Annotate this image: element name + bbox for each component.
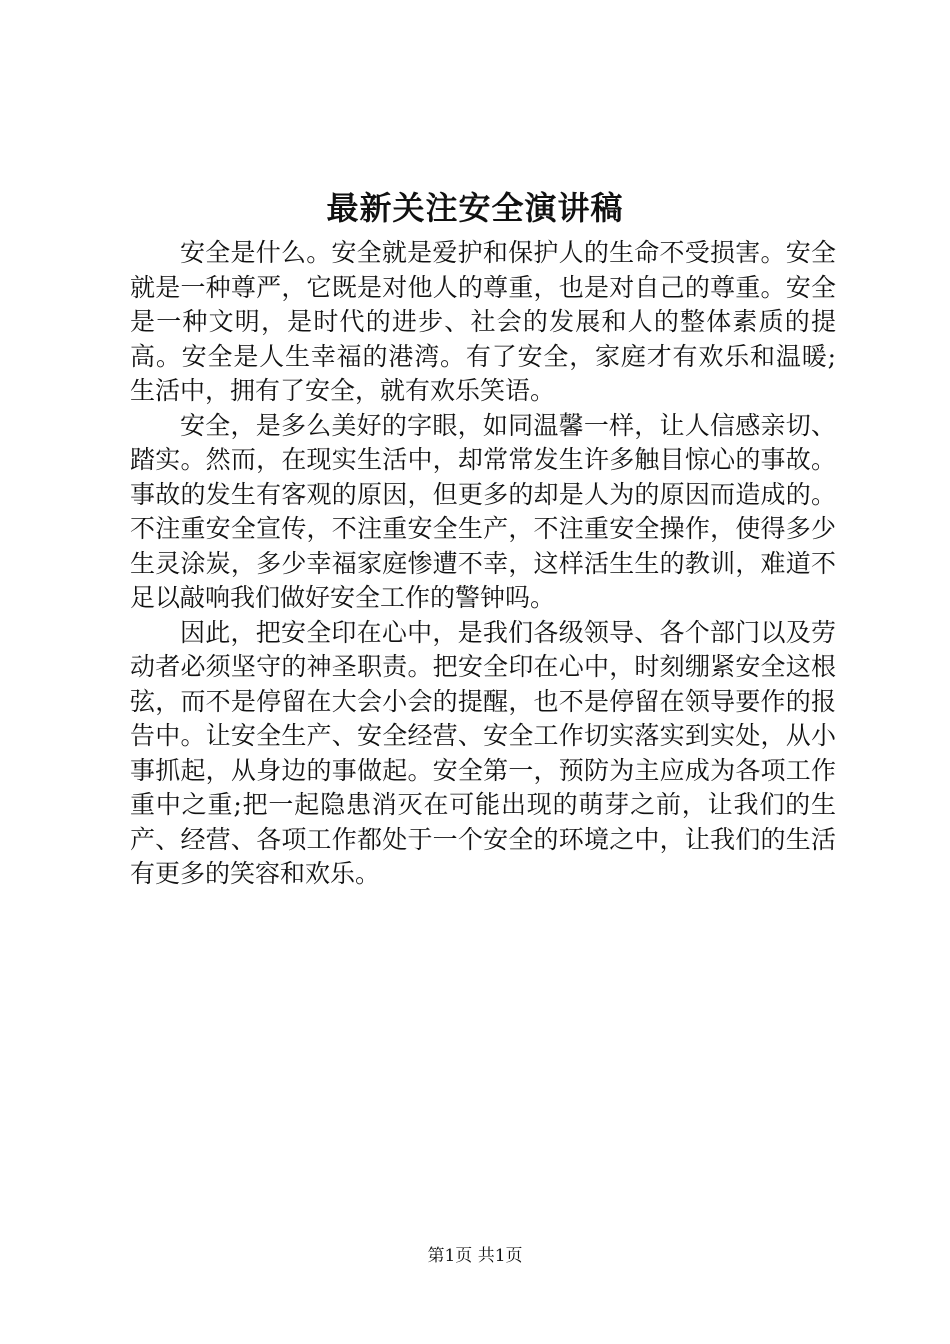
paragraph-2: 安全，是多么美好的字眼，如同温馨一样，让人信感亲切、踏实。然而，在现实生活中，却常常发生许多触目惊心的事故。事故的发生有客观的原因，但更多的却是人为的原因而造成的。不注重安全宣传，不注重安全生产，不注重安全操作，使得多少生灵涂炭，多少幸福家庭惨遭不幸，这样活生生的教训，难道不足以敲响我们做好安全工作的警钟吗。 (130, 410, 836, 612)
page-footer: 第1页 共1页 (427, 1246, 523, 1266)
paragraph-3: 因此，把安全印在心中，是我们各级领导、各个部门以及劳动者必须坚守的神圣职责。把安全印在心中，时刻绷紧安全这根弦，而不是停留在大会小会的提醒，也不是停留在领导要作的报告中。让安全生产、安全经营、安全工作切实落实到实处，从小事抓起，从身边的事做起。安全第一，预防为主应成为各项工作重中之重;把一起隐患消灭在可能出现的萌芽之前，让我们的生产、经营、各项工作都处于一个安全的环境之中，让我们的生活有更多的笑容和欢乐。 (130, 617, 836, 888)
paragraph-1: 安全是什么。安全就是爱护和保护人的生命不受损害。安全就是一种尊严，它既是对他人的尊重，也是对自己的尊重。安全是一种文明，是时代的进步、社会的发展和人的整体素质的提高。安全是人生幸福的港湾。有了安全，家庭才有欢乐和温暖;生活中，拥有了安全，就有欢乐笑语。 (130, 238, 836, 405)
document-title: 最新关注安全演讲稿 (326, 189, 624, 227)
document-body (130, 236, 836, 892)
